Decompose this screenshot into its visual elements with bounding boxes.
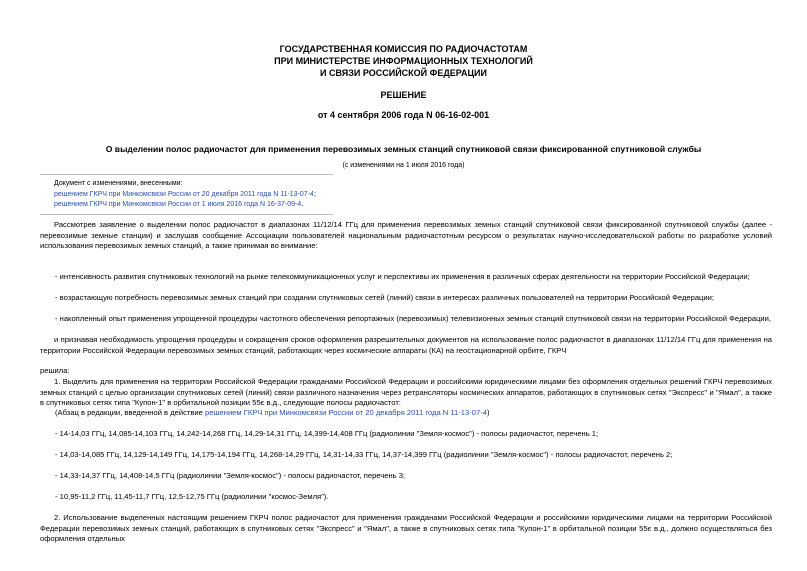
frequency-list-2: - 14,03-14,085 ГГц, 14,129-14,149 ГГц, 14,175-14,194 ГГц, 14,268-14,29 ГГц, 14,31-14,33 ГГц, 14,37-14,399 ГГц (радиолинии "Земля-космос") - полосы радиочастот, перечень 2; xyxy=(55,450,673,459)
paragraph-point-1: 1. Выделить для применения на территории Российской Федерации гражданами Российской Федерации и российскими юридическими лицами без оформления отдельных решений ГКРЧ перевозимых земных станций с целью организации спутниковых сетей (линий) связи различного назначения через ретрансляторы космических аппаратов, работающих в спутниковых сетях "Экспресс" и "Ямал", а также в спутниковых сетях типа "Купон-1" в орбитальной позиции 55є в.д., следующие полосы радиочастот: xyxy=(40,377,772,407)
amendments-block xyxy=(40,174,680,215)
bullet-item-2: - возрастающую потребность перевозимых земных станций при создании спутниковых сетей (линий) связи в интересах различных пользователей на территории Российской Федерации; xyxy=(55,293,715,302)
amendments-intro: Документ с изменениями, внесенными: xyxy=(54,180,183,187)
issuer-line-2: ПРИ МИНИСТЕРСТВЕ ИНФОРМАЦИОННЫХ ТЕХНОЛОГИЙ xyxy=(274,56,533,66)
bullet-item-3: - накопленный опыт применения упрощенной процедуры частотного обеспечения репортажных (перевозимых) телевизионных земных станций спутниковой связи на территории Российской Федерации, xyxy=(55,314,772,323)
edit-note-suffix: ) xyxy=(486,408,490,417)
decision-date: от 4 сентября 2006 года N 06-16-02-001 xyxy=(317,110,490,120)
frequency-list-4: - 10,95-11,2 ГГц, 11,45-11,7 ГГц, 12,5-12,75 ГГц (радиолинии "космос-Земля"). xyxy=(55,492,329,501)
paragraph-recognizing: и признавая необходимость упрощения процедуры и сокращения сроков оформления разрешительных документов на использование полос радиочастот в диапазонах 11/12/14 ГГц для применения на территории Российской Федерации перевозимых земных станций, работающих через космические аппараты (КА) на геостационарной орбите, ГКРЧ xyxy=(40,335,772,355)
amendment-link-1[interactable]: решением ГКРЧ при Минкомсвязи России от 20 декабря 2011 года N 11-13-07-4 xyxy=(54,190,314,198)
resolved-label: решила: xyxy=(40,366,70,375)
paragraph-considering: Рассмотрев заявление о выделении полос радиочастот в диапазонах 11/12/14 ГГц для применения перевозимых земных станций спутниковой связи фиксированной спутниковой службы (далее - перевозимые земные станции) и заслушав сообщение Ассоциации пользователей национальным радиочастотным ресурсом о результатах научно-исследовательской работы по разработке условий использования перевозимых земных станций, а также принимая во внимание: xyxy=(40,220,772,250)
edit-note-link[interactable]: решением ГКРЧ при Минкомсвязи России от 20 декабря 2011 года N 11-13-07-4 xyxy=(204,408,487,417)
frequency-list-1: - 14-14,03 ГГц, 14,085-14,103 ГГц, 14,242-14,268 ГГц, 14,29-14,31 ГГц, 14,399-14,408 ГГц (радиолинии "Земля-космос") - полосы радиочастот, перечень 1; xyxy=(55,429,599,438)
amendment-item-2 xyxy=(54,200,680,211)
amendment-link-2[interactable]: решением ГКРЧ при Минкомсвязи России от 1 июля 2016 года N 16-37-09-4 xyxy=(54,201,302,208)
amendment-2-suffix: . xyxy=(301,201,304,208)
edit-note xyxy=(55,408,772,419)
amendments-bottom-rule xyxy=(40,214,333,215)
issuer-line-3: И СВЯЗИ РОССИЙСКОЙ ФЕДЕРАЦИИ xyxy=(320,68,487,78)
bullet-item-1: - интенсивность развития спутниковых технологий на рынке телекоммуникационных услуг и перспективы их применения в различных сферах деятельности на территории Российской Федерации; xyxy=(55,272,750,281)
issuer-line-1: ГОСУДАРСТВЕННАЯ КОМИССИЯ ПО РАДИОЧАСТОТАМ xyxy=(279,44,528,54)
frequency-list-3: - 14,33-14,37 ГГц, 14,408-14,5 ГГц (радиолинии "Земля-космос") - полосы радиочастот, перечень 3; xyxy=(55,471,406,480)
revision-note: (с изменениями на 1 июля 2016 года) xyxy=(342,162,465,169)
paragraph-point-2: 2. Использование выделенных настоящим решением ГКРЧ полос радиочастот для применения гражданами Российской Федерации и российскими юридическими лицами на территории Российской Федерации перевозимых земных станций, работающих в спутниковых сетях "Экспресс" и "Ямал", а также в спутниковых сетях типа "Купон-1" в орбитальной позиции 55є в.д., должно осуществляться без оформления отдельных xyxy=(40,513,772,543)
edit-note-prefix: (Абзац в редакции, введенной в действие xyxy=(55,408,205,417)
document-title: О выделении полос радиочастот для применения перевозимых земных станций спутниковой связи фиксированной спутниковой службы xyxy=(105,144,702,154)
amendment-item-1 xyxy=(54,190,680,201)
decision-label: РЕШЕНИЕ xyxy=(380,90,427,100)
amendment-1-suffix: ; xyxy=(313,190,316,198)
amendments-top-rule xyxy=(40,174,333,175)
